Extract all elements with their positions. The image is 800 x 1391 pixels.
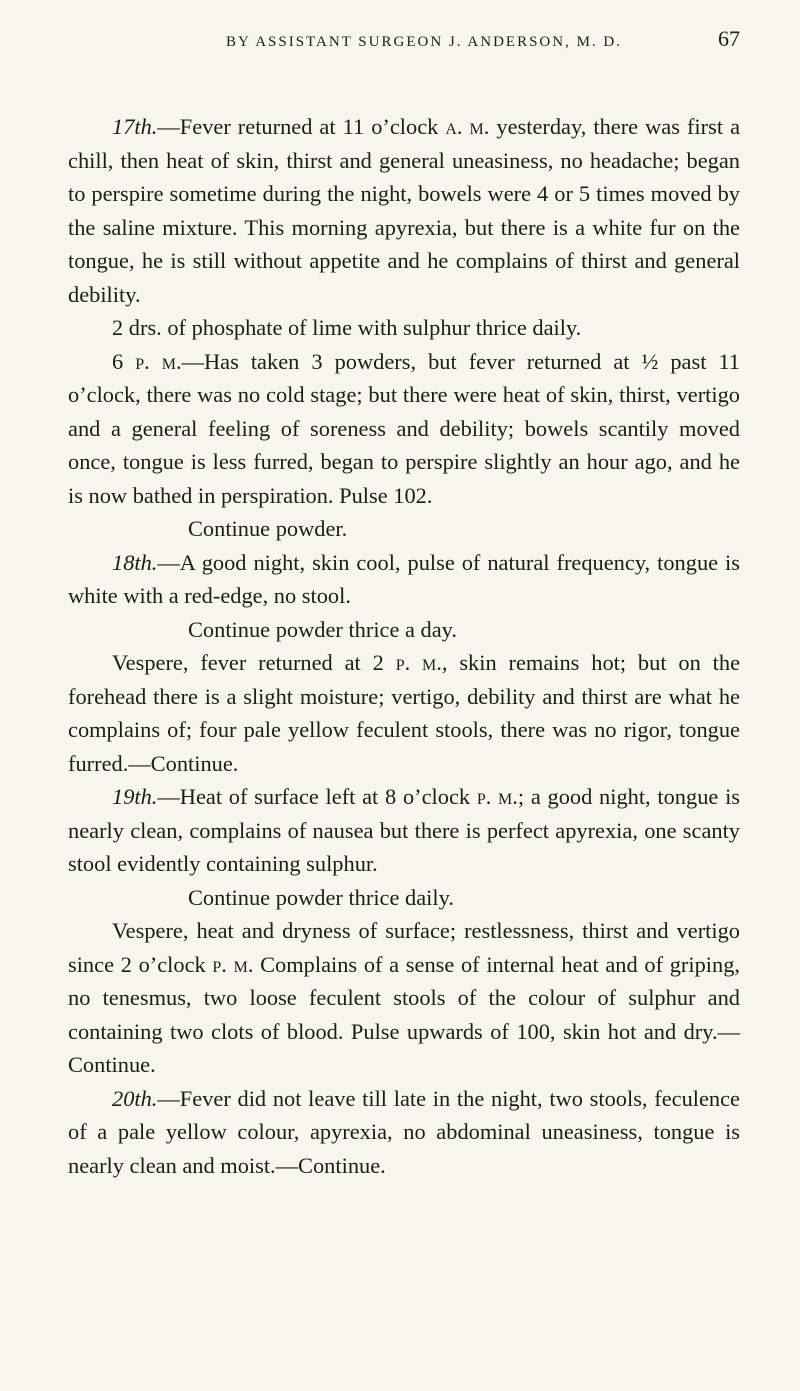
entry-date: 19th.: [112, 784, 158, 809]
entry-date: 17th.: [112, 114, 158, 139]
prescription-line: Continue powder thrice a day.: [188, 616, 458, 642]
case-notes: [68, 110, 740, 1182]
entry-19th: 19th.—Heat of surface left at 8 o’clock p. m.; a good night, tongue is nearly clean, complains of nausea but there is perfect apyrexia, one scanty stool evidently containing sulphur.: [68, 784, 740, 876]
entry-vespere-18th: Vespere, fever returned at 2 p. m., skin remains hot; but on the forehead there is a slight moisture; vertigo, debility and thirst are what he complains of; four pale yellow feculent stools, there was no rigor, tongue furred.—Continue.: [68, 650, 741, 776]
entry-6pm: 6 p. m.—Has taken 3 powders, but fever returned at ½ past 11 o’clock, there was no cold stage; but there were heat of skin, thirst, vertigo and a general feeling of soreness and debility; bowels scantily moved once, tongue is less furred, began to perspire slightly an hour ago, and he is now bathed in perspiration. Pulse 102.: [68, 348, 741, 508]
entry-vespere-19th: Vespere, heat and dryness of surface; restlessness, thirst and vertigo since 2 o’clock p. m. Complains of a sense of internal heat and of griping, no tenesmus, two loose feculent stools of the colour of sulphur and containing two clots of blood. Pulse upwards of 100, skin hot and dry.—Continue.: [68, 918, 740, 1077]
page-number: 67: [718, 26, 740, 51]
prescription-line: 2 drs. of phosphate of lime with sulphur thrice daily.: [112, 315, 582, 340]
entry-date: 20th.: [112, 1085, 158, 1111]
entry-20th: 20th.—Fever did not leave till late in the night, two stools, feculence of a pale yellow colour, apyrexia, no abdominal uneasiness, tongue is nearly clean and moist.—Continue.: [68, 1085, 740, 1178]
prescription-line: Continue powder thrice daily.: [188, 884, 454, 910]
running-header: [68, 26, 740, 84]
entry-18th: 18th.—A good night, skin cool, pulse of natural frequency, tongue is white with a red-edge, no stool.: [68, 549, 740, 608]
entry-17th: 17th.—Fever returned at 11 o’clock a. m. yesterday, there was first a chill, then heat of skin, thirst and general uneasiness, no headache; began to perspire sometime during the night, bowels were 4 or 5 times moved by the saline mixture. This morning apyrexia, but there is a white fur on the tongue, he is still without appetite and he complains of thirst and general debility.: [68, 114, 741, 307]
running-title: BY ASSISTANT SURGEON J. ANDERSON, M. D.: [225, 34, 623, 50]
prescription-line: Continue powder.: [188, 516, 348, 541]
entry-date: 18th.: [112, 549, 158, 575]
